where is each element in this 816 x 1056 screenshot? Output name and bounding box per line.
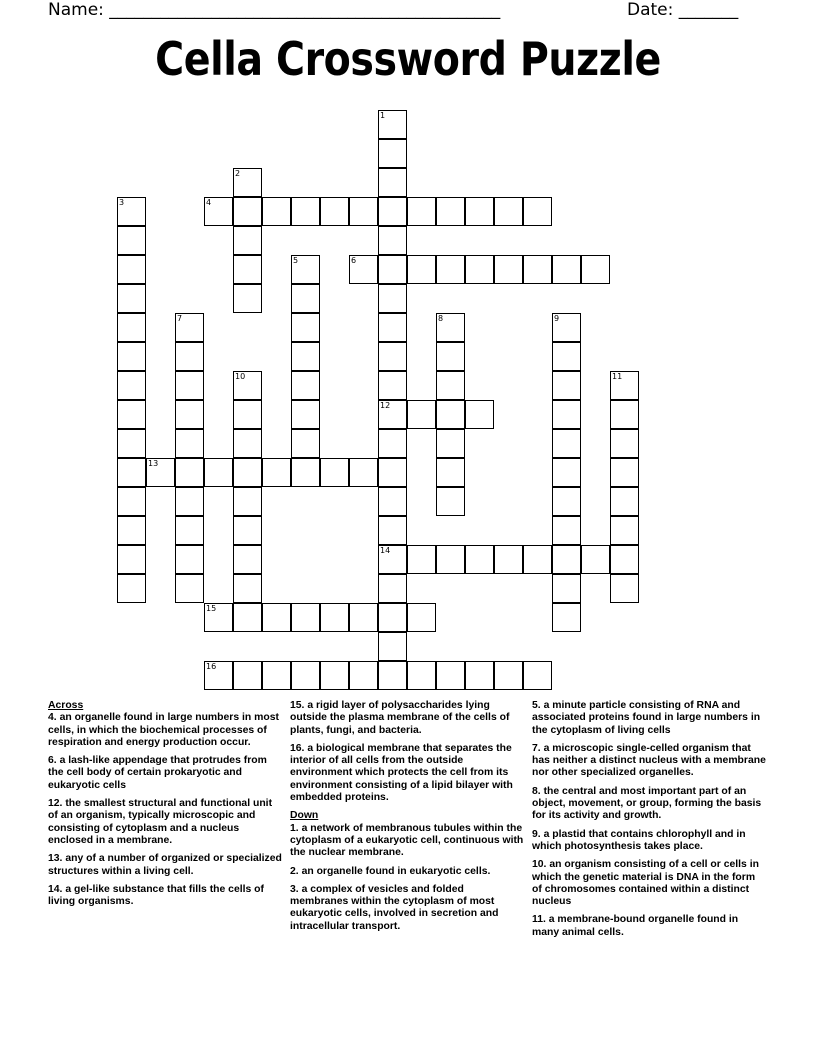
grid-cell[interactable] bbox=[436, 197, 465, 226]
grid-cell-number: 6 bbox=[351, 256, 357, 265]
clue-down-9 bbox=[532, 829, 767, 854]
grid-cell[interactable] bbox=[262, 197, 291, 226]
grid-cell[interactable] bbox=[436, 661, 465, 690]
clue-text: a complex of vesicles and folded membranes within the cytoplasm of most eukaryotic cells, involved in secretion and intracellular transport. bbox=[290, 883, 499, 932]
clue-down-7 bbox=[532, 743, 767, 780]
clue-down-1 bbox=[290, 823, 525, 860]
grid-cell[interactable] bbox=[117, 400, 146, 429]
grid-cell[interactable] bbox=[436, 458, 465, 487]
grid-cell[interactable] bbox=[465, 255, 494, 284]
grid-cell[interactable] bbox=[233, 603, 262, 632]
clue-number: 1. bbox=[290, 822, 299, 834]
grid-cell[interactable] bbox=[552, 255, 581, 284]
grid-cell[interactable] bbox=[523, 545, 552, 574]
grid-cell[interactable] bbox=[378, 545, 407, 574]
grid-cell[interactable] bbox=[378, 197, 407, 226]
grid-cell[interactable] bbox=[349, 458, 378, 487]
clue-number: 3. bbox=[290, 883, 299, 895]
grid-cell[interactable] bbox=[349, 255, 378, 284]
grid-cell-number: 8 bbox=[438, 314, 444, 323]
grid-cell[interactable] bbox=[117, 545, 146, 574]
clue-text: an organelle found in eukaryotic cells. bbox=[301, 865, 491, 877]
grid-cell-number: 16 bbox=[206, 662, 217, 671]
grid-cell-number: 12 bbox=[380, 401, 391, 410]
grid-cell-number: 5 bbox=[293, 256, 299, 265]
grid-cell-number: 7 bbox=[177, 314, 183, 323]
clue-across-16 bbox=[290, 743, 525, 804]
grid-cell[interactable] bbox=[233, 545, 262, 574]
grid-cell[interactable] bbox=[610, 574, 639, 603]
grid-cell[interactable] bbox=[291, 255, 320, 284]
clue-column-2 bbox=[290, 700, 525, 939]
grid-cell[interactable] bbox=[552, 545, 581, 574]
clue-number: 16. bbox=[290, 742, 305, 754]
grid-cell[interactable] bbox=[204, 603, 233, 632]
grid-cell[interactable] bbox=[233, 458, 262, 487]
grid-cell[interactable] bbox=[117, 371, 146, 400]
grid-cell[interactable] bbox=[378, 371, 407, 400]
grid-cell[interactable] bbox=[349, 197, 378, 226]
grid-cell[interactable] bbox=[494, 545, 523, 574]
grid-cell[interactable] bbox=[378, 661, 407, 690]
grid-cell[interactable] bbox=[378, 400, 407, 429]
clue-number: 14. bbox=[48, 883, 63, 895]
grid-cell-number: 13 bbox=[148, 459, 159, 468]
grid-cell[interactable] bbox=[378, 313, 407, 342]
clue-across-4 bbox=[48, 712, 283, 749]
grid-cell[interactable] bbox=[407, 255, 436, 284]
grid-cell[interactable] bbox=[378, 487, 407, 516]
grid-cell[interactable] bbox=[233, 487, 262, 516]
grid-cell[interactable] bbox=[262, 603, 291, 632]
clue-number: 8. bbox=[532, 785, 541, 797]
grid-cell[interactable] bbox=[291, 313, 320, 342]
grid-cell[interactable] bbox=[610, 458, 639, 487]
clue-text: a lash-like appendage that protrudes from the cell body of certain prokaryotic and eukaryotic cells bbox=[48, 755, 267, 791]
grid-cell[interactable] bbox=[378, 516, 407, 545]
clue-text: a plastid that contains chlorophyll and in which photosynthesis takes place. bbox=[532, 828, 746, 852]
grid-cell[interactable] bbox=[610, 371, 639, 400]
grid-cell[interactable] bbox=[610, 487, 639, 516]
clue-down-8 bbox=[532, 786, 767, 823]
grid-cell[interactable] bbox=[204, 197, 233, 226]
clue-text: any of a number of organized or specialized structures within a living cell. bbox=[48, 853, 282, 877]
grid-cell[interactable] bbox=[175, 516, 204, 545]
grid-cell[interactable] bbox=[320, 603, 349, 632]
grid-cell[interactable] bbox=[552, 487, 581, 516]
grid-cell[interactable] bbox=[407, 545, 436, 574]
grid-cell[interactable] bbox=[175, 342, 204, 371]
clue-down-3 bbox=[290, 884, 525, 933]
across-heading: Across bbox=[48, 700, 84, 711]
grid-cell[interactable] bbox=[349, 603, 378, 632]
grid-cell[interactable] bbox=[552, 516, 581, 545]
grid-cell[interactable] bbox=[291, 342, 320, 371]
clue-number: 15. bbox=[290, 700, 305, 711]
clue-text: a rigid layer of polysaccharides lying outside the plasma membrane of the cells of plants, fungi, and bacteria. bbox=[290, 700, 510, 736]
grid-cell[interactable] bbox=[291, 603, 320, 632]
grid-cell[interactable] bbox=[204, 661, 233, 690]
grid-cell[interactable] bbox=[117, 429, 146, 458]
grid-cell[interactable] bbox=[552, 458, 581, 487]
clue-down-10 bbox=[532, 859, 767, 908]
grid-cell[interactable] bbox=[378, 574, 407, 603]
grid-cell[interactable] bbox=[378, 603, 407, 632]
grid-cell[interactable] bbox=[233, 168, 262, 197]
grid-cell[interactable] bbox=[117, 516, 146, 545]
grid-cell[interactable] bbox=[552, 371, 581, 400]
grid-cell[interactable] bbox=[436, 545, 465, 574]
grid-cell[interactable] bbox=[378, 226, 407, 255]
grid-cell[interactable] bbox=[204, 458, 233, 487]
grid-cell[interactable] bbox=[552, 400, 581, 429]
grid-cell[interactable] bbox=[233, 226, 262, 255]
clue-across-14 bbox=[48, 884, 283, 909]
grid-cell[interactable] bbox=[494, 661, 523, 690]
clue-text: a microscopic single-celled organism that has neither a distinct nucleus with a membrane nor other specialized organelles. bbox=[532, 742, 766, 779]
grid-cell[interactable] bbox=[378, 632, 407, 661]
grid-cell[interactable] bbox=[407, 603, 436, 632]
grid-cell[interactable] bbox=[552, 342, 581, 371]
clue-text: an organelle found in large numbers in most cells, in which the biochemical processes of respiration and energy production occur. bbox=[48, 712, 279, 748]
grid-cell[interactable] bbox=[117, 226, 146, 255]
grid-cell-number: 1 bbox=[380, 111, 386, 120]
clue-number: 11. bbox=[532, 914, 546, 926]
grid-cell[interactable] bbox=[175, 371, 204, 400]
clue-number: 7. bbox=[532, 742, 541, 754]
grid-cell[interactable] bbox=[291, 458, 320, 487]
clue-down-2 bbox=[290, 866, 525, 878]
clue-number: 13. bbox=[48, 853, 63, 865]
name-field-label[interactable]: Name: ______________________________________________ bbox=[48, 0, 501, 20]
grid-cell[interactable] bbox=[117, 458, 146, 487]
grid-cell-number: 15 bbox=[206, 604, 217, 613]
grid-cell[interactable] bbox=[233, 400, 262, 429]
grid-cell[interactable] bbox=[436, 255, 465, 284]
grid-cell[interactable] bbox=[407, 400, 436, 429]
clue-across-15 bbox=[290, 700, 525, 737]
grid-cell[interactable] bbox=[436, 371, 465, 400]
clue-number: 5. bbox=[532, 700, 541, 711]
date-field-label[interactable]: Date: _______ bbox=[627, 0, 739, 20]
grid-cell[interactable] bbox=[117, 284, 146, 313]
grid-cell[interactable] bbox=[233, 516, 262, 545]
clue-number: 4. bbox=[48, 712, 57, 724]
grid-cell-number: 2 bbox=[235, 169, 241, 178]
clue-text: a minute particle consisting of RNA and associated proteins found in large numbers in the cytoplasm of living cells bbox=[532, 700, 761, 736]
grid-cell[interactable] bbox=[291, 371, 320, 400]
grid-cell[interactable] bbox=[117, 574, 146, 603]
grid-cell[interactable] bbox=[291, 661, 320, 690]
grid-cell[interactable] bbox=[494, 255, 523, 284]
grid-cell[interactable] bbox=[349, 661, 378, 690]
grid-cell[interactable] bbox=[117, 313, 146, 342]
grid-cell[interactable] bbox=[175, 458, 204, 487]
clue-number: 2. bbox=[290, 865, 299, 877]
grid-cell[interactable] bbox=[581, 255, 610, 284]
grid-cell[interactable] bbox=[610, 429, 639, 458]
grid-cell[interactable] bbox=[610, 545, 639, 574]
clue-across-13 bbox=[48, 853, 283, 878]
grid-cell[interactable] bbox=[436, 487, 465, 516]
grid-cell-number: 3 bbox=[119, 198, 125, 207]
grid-cell[interactable] bbox=[378, 429, 407, 458]
grid-cell[interactable] bbox=[465, 400, 494, 429]
grid-cell[interactable] bbox=[262, 661, 291, 690]
grid-cell[interactable] bbox=[436, 342, 465, 371]
grid-cell[interactable] bbox=[523, 661, 552, 690]
grid-cell[interactable] bbox=[233, 197, 262, 226]
clue-number: 10. bbox=[532, 859, 547, 871]
grid-cell-number: 14 bbox=[380, 546, 391, 555]
grid-cell-number: 11 bbox=[612, 372, 623, 381]
grid-cell[interactable] bbox=[320, 197, 349, 226]
grid-cell[interactable] bbox=[117, 487, 146, 516]
grid-cell[interactable] bbox=[610, 516, 639, 545]
grid-cell[interactable] bbox=[233, 255, 262, 284]
grid-cell[interactable] bbox=[233, 371, 262, 400]
grid-cell[interactable] bbox=[581, 545, 610, 574]
clue-text: a biological membrane that separates the interior of all cells from the outside environment which protects the cell from its environment consisting of a lipid bilayer with embedded proteins. bbox=[290, 742, 513, 804]
grid-cell[interactable] bbox=[378, 342, 407, 371]
grid-cell[interactable] bbox=[378, 284, 407, 313]
grid-cell[interactable] bbox=[378, 110, 407, 139]
clue-text: the central and most important part of an object, movement, or group, forming the basis for its activity and growth. bbox=[532, 785, 762, 822]
clue-text: a membrane-bound organelle found in many animal cells. bbox=[532, 914, 739, 938]
clue-number: 12. bbox=[48, 798, 63, 810]
down-heading: Down bbox=[290, 810, 319, 822]
clue-column-1 bbox=[48, 700, 283, 914]
grid-cell[interactable] bbox=[523, 255, 552, 284]
grid-cell[interactable] bbox=[523, 197, 552, 226]
grid-cell[interactable] bbox=[233, 284, 262, 313]
grid-cell[interactable] bbox=[175, 429, 204, 458]
clue-text: a gel-like substance that fills the cells of living organisms. bbox=[48, 883, 264, 908]
grid-cell[interactable] bbox=[465, 545, 494, 574]
grid-cell[interactable] bbox=[146, 458, 175, 487]
grid-cell[interactable] bbox=[291, 400, 320, 429]
grid-cell[interactable] bbox=[552, 574, 581, 603]
grid-cell[interactable] bbox=[117, 342, 146, 371]
grid-cell[interactable] bbox=[436, 313, 465, 342]
grid-cell-number: 4 bbox=[206, 198, 212, 207]
grid-cell[interactable] bbox=[233, 661, 262, 690]
grid-cell-number: 10 bbox=[235, 372, 246, 381]
grid-cell-number: 9 bbox=[554, 314, 560, 323]
grid-cell[interactable] bbox=[378, 139, 407, 168]
clue-text: the smallest structural and functional unit of an organism, typically microscopic and consisting of cytoplasm and a nucleus enclosed in a membrane. bbox=[48, 798, 273, 846]
grid-cell[interactable] bbox=[175, 400, 204, 429]
grid-cell[interactable] bbox=[175, 545, 204, 574]
grid-cell[interactable] bbox=[494, 197, 523, 226]
clue-down-5 bbox=[532, 700, 767, 737]
grid-cell[interactable] bbox=[233, 429, 262, 458]
grid-cell[interactable] bbox=[465, 661, 494, 690]
grid-cell[interactable] bbox=[175, 313, 204, 342]
clue-across-12 bbox=[48, 798, 283, 847]
grid-cell[interactable] bbox=[465, 197, 494, 226]
grid-cell[interactable] bbox=[378, 255, 407, 284]
grid-cell[interactable] bbox=[175, 574, 204, 603]
clue-number: 6. bbox=[48, 755, 57, 767]
clue-column-3 bbox=[532, 700, 767, 945]
clue-across-6 bbox=[48, 755, 283, 792]
grid-cell[interactable] bbox=[552, 603, 581, 632]
grid-cell[interactable] bbox=[610, 400, 639, 429]
grid-cell[interactable] bbox=[378, 458, 407, 487]
grid-cell[interactable] bbox=[378, 168, 407, 197]
grid-cell[interactable] bbox=[407, 197, 436, 226]
grid-cell[interactable] bbox=[552, 429, 581, 458]
page-title: Cella Crossword Puzzle bbox=[155, 32, 661, 86]
clue-down-11 bbox=[532, 914, 767, 939]
grid-cell[interactable] bbox=[407, 661, 436, 690]
grid-cell[interactable] bbox=[291, 197, 320, 226]
grid-cell[interactable] bbox=[117, 255, 146, 284]
clue-number: 9. bbox=[532, 828, 541, 840]
grid-cell[interactable] bbox=[175, 487, 204, 516]
grid-cell[interactable] bbox=[291, 429, 320, 458]
clue-text: an organism consisting of a cell or cells in which the genetic material is DNA in the form of chromosomes contained within a distinct nucleus bbox=[532, 859, 759, 908]
grid-cell[interactable] bbox=[291, 284, 320, 313]
grid-cell[interactable] bbox=[117, 197, 146, 226]
grid-cell[interactable] bbox=[436, 429, 465, 458]
clue-text: a network of membranous tubules within the cytoplasm of a eukaryotic cell, continuous with the nuclear membrane. bbox=[290, 822, 524, 859]
grid-cell[interactable] bbox=[552, 313, 581, 342]
grid-cell[interactable] bbox=[436, 400, 465, 429]
grid-cell[interactable] bbox=[320, 458, 349, 487]
grid-cell[interactable] bbox=[262, 458, 291, 487]
grid-cell[interactable] bbox=[233, 574, 262, 603]
grid-cell[interactable] bbox=[320, 661, 349, 690]
